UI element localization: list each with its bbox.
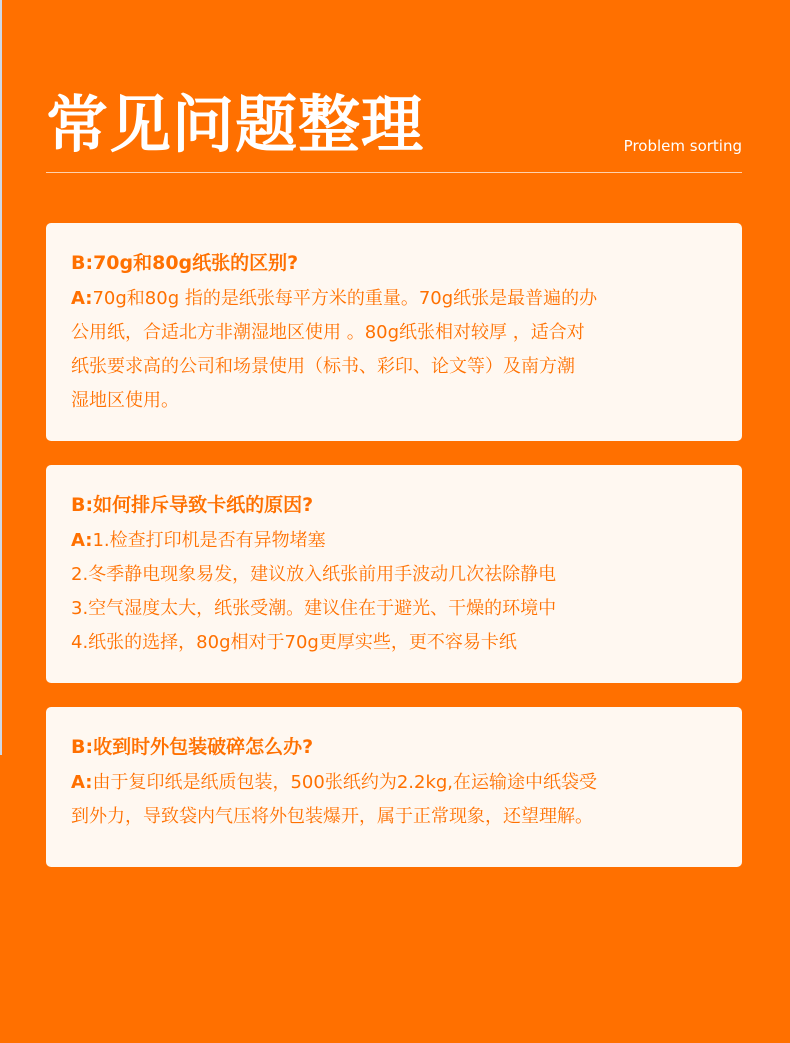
answer-prefix: A: <box>71 288 93 309</box>
page-title: 常见问题整理 <box>46 88 425 161</box>
faq-question: B:如何排斥导致卡纸的原因? <box>71 494 314 516</box>
faq-answer-line: 湿地区使用。 <box>71 390 179 411</box>
faq-answer-line <box>71 524 718 558</box>
faq-answer-line: 公用纸，合适北方非潮湿地区使用 。80g纸张相对较厚 ，适合对 <box>71 322 585 343</box>
faq-answer-line <box>71 282 718 316</box>
answer-text: 1.检查打印机是否有异物堵塞 <box>92 530 326 551</box>
faq-answer-line: 到外力，导致袋内气压将外包装爆开，属于正常现象，还望理解。 <box>71 806 593 827</box>
answer-text: 由于复印纸是纸质包装，500张纸约为2.2kg,在运输途中纸袋受 <box>92 772 598 793</box>
answer-text: 70g和80g 指的是纸张每平方米的重量。70g纸张是最普遍的办 <box>92 288 598 309</box>
faq-answer-line: 2.冬季静电现象易发，建议放入纸张前用手波动几次祛除静电 <box>71 564 557 585</box>
faq-answer-line: 纸张要求高的公司和场景使用（标书、彩印、论文等）及南方潮 <box>71 356 575 377</box>
faq-card-1 <box>46 223 742 441</box>
page-header <box>46 88 742 173</box>
faq-card-3 <box>46 707 742 867</box>
page-subtitle: Problem sorting <box>623 137 742 155</box>
left-edge-strip <box>0 0 2 755</box>
faq-question: B:70g和80g纸张的区别? <box>71 252 299 274</box>
faq-card-2 <box>46 465 742 683</box>
faq-answer-line <box>71 766 718 800</box>
faq-answer-line: 3.空气湿度太大，纸张受潮。建议住在于避光、干燥的环境中 <box>71 598 557 619</box>
faq-answer-line: 4.纸张的选择，80g相对于70g更厚实些，更不容易卡纸 <box>71 632 517 653</box>
answer-prefix: A: <box>71 772 93 793</box>
faq-question: B:收到时外包装破碎怎么办? <box>71 736 314 758</box>
answer-prefix: A: <box>71 530 93 551</box>
